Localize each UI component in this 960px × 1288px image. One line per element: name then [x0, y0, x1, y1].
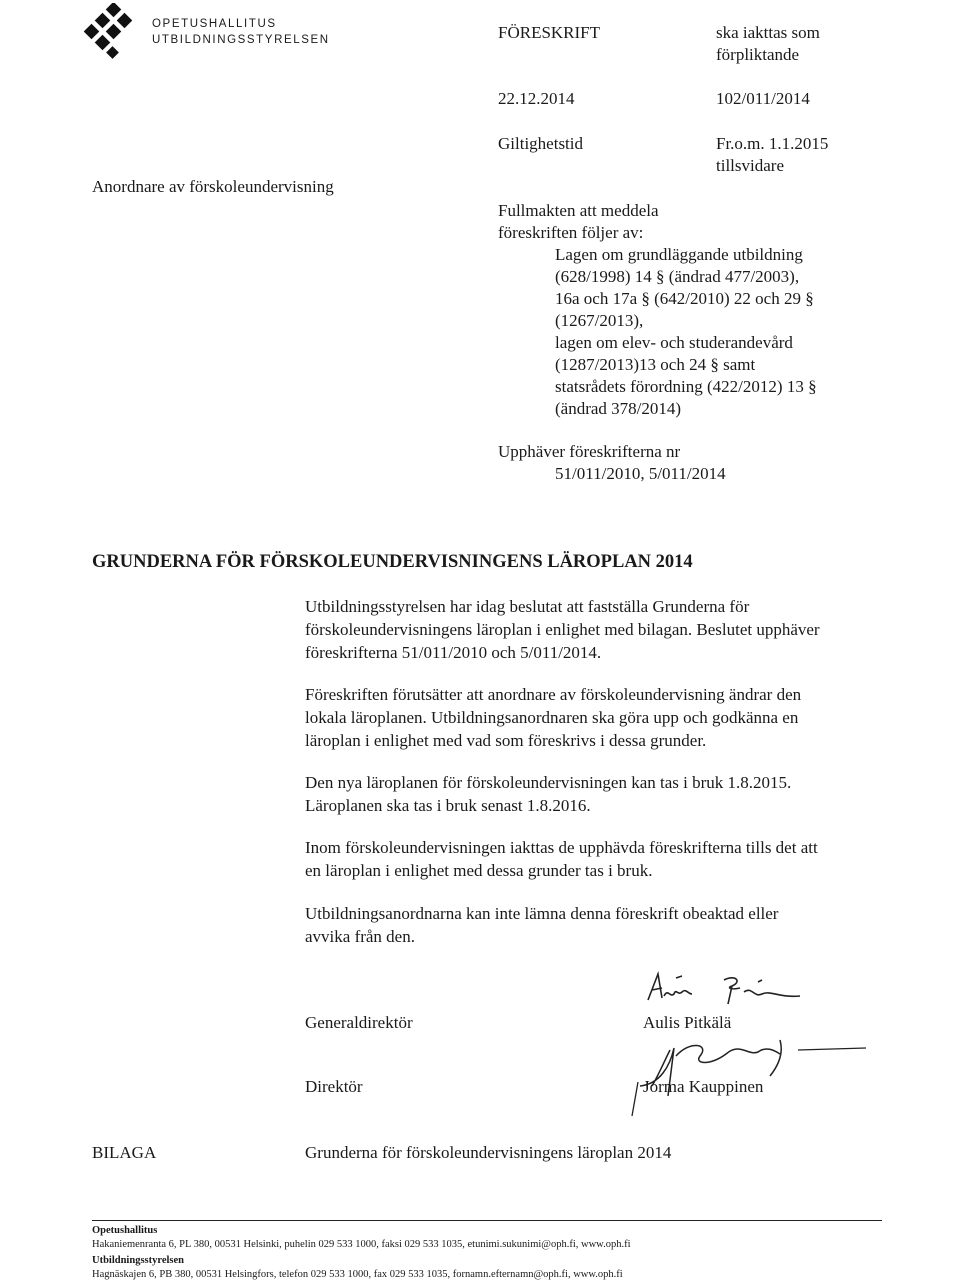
document-title: GRUNDERNA FÖR FÖRSKOLEUNDERVISNINGENS LÄROPLAN 2014: [92, 552, 693, 572]
paragraph-line: läroplan i enlighet med vad som föreskrivs i dessa grunder.: [305, 731, 707, 750]
paragraph-line: föreskrifterna 51/011/2010 och 5/011/2014.: [305, 643, 602, 662]
authority-label-1: Fullmakten att meddela: [498, 201, 659, 220]
paragraph-line: avvika från den.: [305, 927, 415, 946]
authority-line: (628/1998) 14 § (ändrad 477/2003),: [555, 267, 800, 286]
org-name-finnish: OPETUSHALLITUS: [152, 18, 277, 30]
authority-line: (ändrad 378/2014): [555, 399, 682, 418]
validity-label: Giltighetstid: [498, 134, 583, 153]
body-paragraph: [305, 683, 880, 752]
org-name-swedish: UTBILDNINGSSTYRELSEN: [152, 34, 330, 46]
footer-org-finnish: Opetushallitus: [92, 1225, 158, 1236]
authority-line: 16a och 17a § (642/2010) 22 och 29 §: [555, 289, 814, 308]
binding-line-2: förpliktande: [716, 45, 800, 64]
authority-line: (1287/2013)13 och 24 § samt: [555, 355, 756, 374]
signer-title: Generaldirektör: [305, 1013, 413, 1032]
signer-title: Direktör: [305, 1077, 363, 1096]
authority-line: lagen om elev- och studerandevård: [555, 333, 793, 352]
doc-type: FÖRESKRIFT: [498, 23, 601, 42]
footer-address-swedish: Hagnäskajen 6, PB 380, 00531 Helsingfors, telefon 029 533 1000, fax 029 533 1035, fornamn.efternamn@oph.fi, www.oph.fi: [92, 1269, 623, 1280]
authority-label-2: föreskriften följer av:: [498, 223, 644, 242]
footer-org-swedish: Utbildningsstyrelsen: [92, 1255, 184, 1266]
attachment-label: BILAGA: [92, 1143, 157, 1162]
paragraph-line: Den nya läroplanen för förskoleundervisningen kan tas i bruk 1.8.2015.: [305, 773, 792, 792]
body-paragraph: [305, 595, 880, 664]
signer-name: Jorma Kauppinen: [643, 1077, 764, 1096]
authority-line: (1267/2013),: [555, 311, 644, 330]
binding-line-1: ska iakttas som: [716, 23, 820, 42]
paragraph-line: lokala läroplanen. Utbildningsanordnaren ska göra upp och godkänna en: [305, 708, 799, 727]
body-paragraph: [305, 771, 880, 817]
repeals-label: Upphäver föreskrifterna nr: [498, 442, 681, 461]
paragraph-line: Inom förskoleundervisningen iakttas de upphävda föreskrifterna tills det att: [305, 838, 818, 857]
footer-address-finnish: Hakaniemenranta 6, PL 380, 00531 Helsinki, puhelin 029 533 1000, faksi 029 533 1035, etunimi.sukunimi@oph.fi, www.oph.fi: [92, 1239, 631, 1250]
signer-name: Aulis Pitkälä: [643, 1013, 732, 1032]
signature-kauppinen-icon: [630, 1026, 870, 1118]
authority-line: Lagen om grundläggande utbildning: [555, 245, 803, 264]
paragraph-line: Läroplanen ska tas i bruk senast 1.8.2016.: [305, 796, 591, 815]
diamond-logo-icon: [80, 3, 146, 65]
body-paragraph: [305, 902, 880, 948]
doc-date: 22.12.2014: [498, 89, 575, 108]
doc-number: 102/011/2014: [716, 89, 810, 108]
validity-value-2: tillsvidare: [716, 156, 784, 175]
paragraph-line: en läroplan i enlighet med dessa grunder tas i bruk.: [305, 861, 653, 880]
paragraph-line: Utbildningsanordnarna kan inte lämna denna föreskrift obeaktad eller: [305, 904, 779, 923]
body-paragraph: [305, 836, 880, 882]
paragraph-line: förskoleundervisningens läroplan i enlighet med bilagan. Beslutet upphäver: [305, 620, 820, 639]
attachment-text: Grunderna för förskoleundervisningens läroplan 2014: [305, 1143, 672, 1162]
signature-pitkala-icon: [640, 968, 840, 1008]
authority-line: statsrådets förordning (422/2012) 13 §: [555, 377, 817, 396]
paragraph-line: Utbildningsstyrelsen har idag beslutat att fastställa Grunderna för: [305, 597, 750, 616]
footer-divider: [92, 1220, 882, 1221]
validity-value: Fr.o.m. 1.1.2015: [716, 134, 829, 153]
paragraph-line: Föreskriften förutsätter att anordnare av förskoleundervisning ändrar den: [305, 685, 802, 704]
recipient: Anordnare av förskoleundervisning: [92, 177, 334, 196]
repeals-value: 51/011/2010, 5/011/2014: [555, 464, 726, 483]
